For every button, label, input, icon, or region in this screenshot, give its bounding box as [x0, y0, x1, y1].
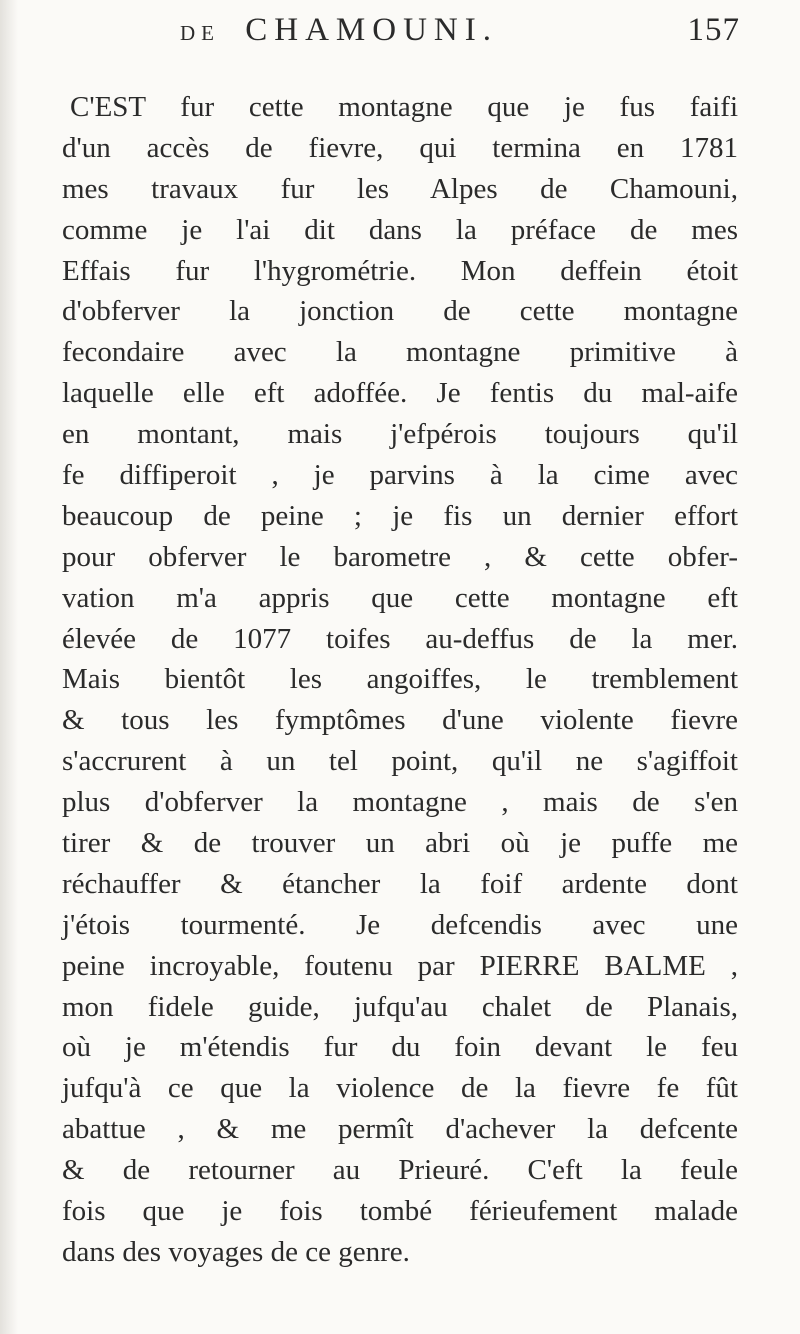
text-line: Effais fur l'hygrométrie. Mon deffein étoit	[62, 254, 738, 287]
text-line: vation m'a appris que cette montagne eft	[62, 581, 738, 614]
text-line: en montant, mais j'efpérois toujours qu'il	[62, 418, 738, 451]
text-line: C'EST fur cette montagne que je fus faifi	[70, 91, 738, 123]
running-head	[180, 12, 740, 60]
text-line: beaucoup de peine ; je fis un dernier effort	[62, 499, 738, 532]
text-line: abattue , & me permît d'achever la defcente	[62, 1113, 738, 1146]
text-line: laquelle elle eft adoffée. Je fentis du mal-aife	[62, 377, 738, 410]
text-line: dans des voyages de ce genre.	[62, 1235, 410, 1268]
text-line: fois que je fois tombé férieufement malade	[62, 1195, 738, 1228]
text-line: Mais bientôt les angoiffes, le tremblement	[62, 663, 738, 696]
text-line: fe diffiperoit , je parvins à la cime avec	[62, 459, 738, 492]
text-line: d'un accès de fievre, qui termina en 1781	[62, 131, 738, 164]
text-line: d'obferver la jonction de cette montagne	[62, 295, 738, 328]
text-line: peine incroyable, foutenu par PIERRE BALME ,	[62, 949, 738, 982]
text-line: j'étois tourmenté. Je defcendis avec une	[62, 908, 738, 941]
text-line: élevée de 1077 toifes au-deffus de la mer.	[62, 622, 738, 655]
gutter-shadow	[0, 0, 18, 1334]
text-line: plus d'obferver la montagne , mais de s'en	[62, 786, 738, 819]
text-line: fecondaire avec la montagne primitive à	[62, 336, 738, 369]
running-head-prefix: DE	[180, 21, 220, 45]
text-line: & de retourner au Prieuré. C'eft la feule	[62, 1154, 738, 1187]
text-line: & tous les fymptômes d'une violente fievre	[62, 704, 738, 737]
text-line: pour obferver le barometre , & cette obfer-	[62, 540, 738, 573]
text-line: où je m'étendis fur du foin devant le feu	[62, 1031, 738, 1064]
text-line: jufqu'à ce que la violence de la fievre fe fût	[62, 1072, 738, 1105]
text-line: tirer & de trouver un abri où je puffe me	[62, 827, 738, 860]
text-line: comme je l'ai dit dans la préface de mes	[62, 213, 738, 246]
paragraph	[62, 87, 738, 1273]
page-number: 157	[687, 12, 740, 48]
running-head-title: CHAMOUNI.	[245, 12, 498, 48]
text-line: s'accrurent à un tel point, qu'il ne s'agiffoit	[62, 745, 738, 778]
text-line: réchauffer & étancher la foif ardente dont	[62, 867, 738, 900]
text-line: mon fidele guide, jufqu'au chalet de Planais,	[62, 990, 738, 1023]
text-line: mes travaux fur les Alpes de Chamouni,	[62, 172, 738, 205]
